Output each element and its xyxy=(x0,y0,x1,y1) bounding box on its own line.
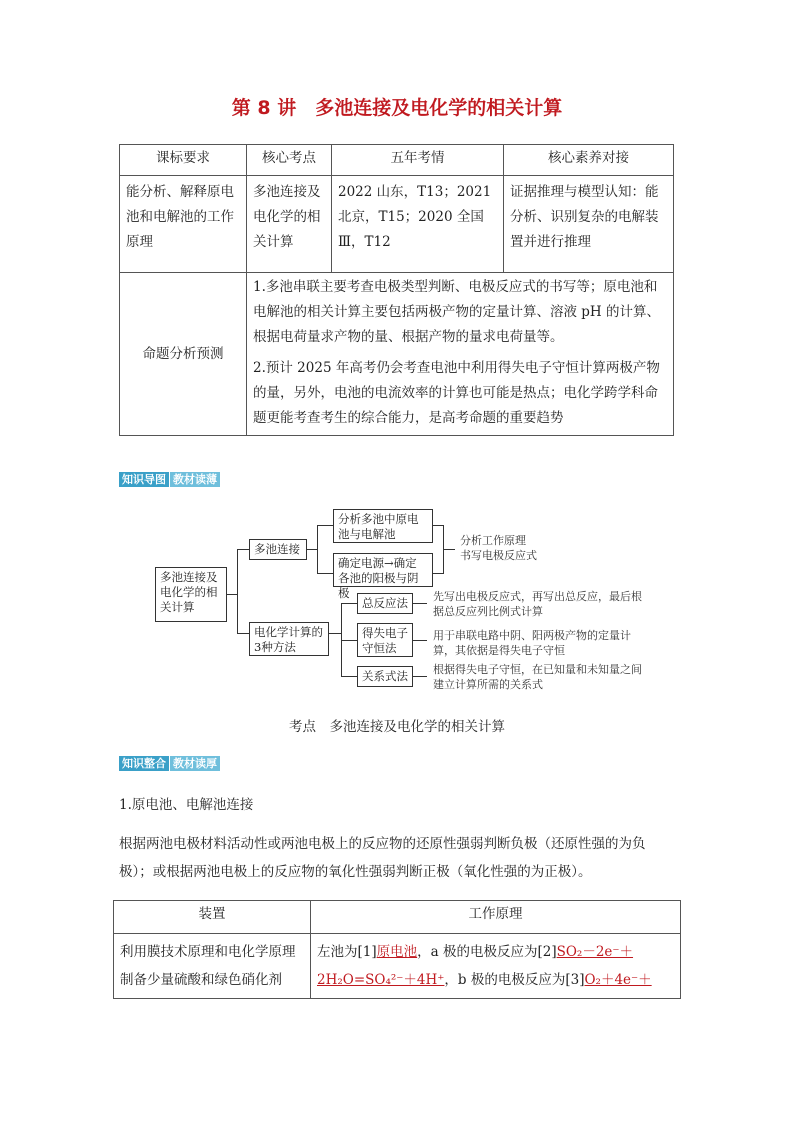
header-cell: 核心考点 xyxy=(247,145,332,176)
table-cell: 利用膜技术原理和电化学原理制备少量硫酸和绿色硝化剂 xyxy=(114,934,311,999)
badge-label: 知识导图 xyxy=(119,472,169,487)
analysis-cell xyxy=(247,273,674,436)
table-row xyxy=(114,934,681,999)
section-badge xyxy=(119,472,220,487)
table-cell: 2022 山东，T13；2021 北京，T15；2020 全国Ⅲ，T12 xyxy=(332,176,504,273)
table-cell-principle xyxy=(311,934,681,999)
badge-label: 教材读薄 xyxy=(169,472,220,487)
analysis-paragraph-1: 1.多池串联主要考查电极类型判断、电极反应式的书写等；原电池和电解池的相关计算主要包括两极产物的定量计算、溶液 pH 的计算、根据电荷量求产物的量、根据产物的量求电荷量等。 xyxy=(253,279,660,345)
mindmap-note: 先写出电极反应式，再写出总反应，最后根据总反应列比例式计算 xyxy=(433,590,642,618)
table-cell: 证据推理与模型认知：能分析、识别复杂的电解装置并进行推理 xyxy=(504,176,674,273)
mindmap-method-relation: 关系式法 xyxy=(357,666,413,687)
body-paragraph: 根据两池电极材料活动性或两池电极上的反应物的还原性强弱判断负极（还原性强的为负极）；或根据两池电极上的反应物的氧化性强弱判断正极（氧化性强的为正极）。 xyxy=(119,836,646,880)
section-badge xyxy=(119,756,220,771)
table-row xyxy=(120,273,674,436)
badge-label: 教材读厚 xyxy=(169,756,220,771)
answer-blank-2b: 2H₂O=SO₄²⁻＋4H⁺ xyxy=(317,972,445,988)
device-table xyxy=(113,900,681,999)
mindmap-node-determine-poles: 确定电源→确定各池的阳极与阴极 xyxy=(333,553,433,587)
mindmap-note: 书写电极反应式 xyxy=(460,549,537,562)
header-cell: 五年考情 xyxy=(332,145,504,176)
mind-map xyxy=(150,505,650,695)
text: ，b 极的电极反应为[3] xyxy=(444,972,585,988)
section-heading: 1.原电池、电解池连接 xyxy=(119,797,254,813)
section-subheading: 考点 多池连接及电化学的相关计算 xyxy=(289,719,505,735)
header-cell: 工作原理 xyxy=(311,901,681,934)
table-row xyxy=(120,176,674,273)
table-header-row xyxy=(114,901,681,934)
mindmap-root: 多池连接及电化学的相关计算 xyxy=(155,567,227,622)
answer-blank-2a: SO₂－2e⁻＋ xyxy=(556,944,634,960)
mindmap-node-analyze-cells: 分析多池中原电池与电解池 xyxy=(333,509,433,543)
answer-blank-3: O₂＋4e⁻＋ xyxy=(584,972,652,988)
text: ，a 极的电极反应为[2] xyxy=(417,944,557,960)
mindmap-node-calc-methods: 电化学计算的3种方法 xyxy=(249,622,329,656)
header-cell: 装置 xyxy=(114,901,311,934)
table-header-row xyxy=(120,145,674,176)
mindmap-note: 用于串联电路中阴、阳两极产物的定量计算，其依据是得失电子守恒 xyxy=(433,629,631,657)
answer-blank-1: 原电池 xyxy=(376,944,418,960)
mindmap-method-electron: 得失电子守恒法 xyxy=(357,623,413,657)
page-title: 第 8 讲 多池连接及电化学的相关计算 xyxy=(231,97,563,119)
mindmap-method-total: 总反应法 xyxy=(357,593,413,614)
table-cell: 能分析、解释原电池和电解池的工作原理 xyxy=(120,176,247,273)
badge-label: 知识整合 xyxy=(119,756,169,771)
header-cell: 核心素养对接 xyxy=(504,145,674,176)
analysis-paragraph-2: 2.预计 2025 年高考仍会考查电池中利用得失电子守恒计算两极产物的量，另外，电池的电流效率的计算也可能是热点；电化学跨学科命题更能考查考生的综合能力，是高考命题的重要趋势 xyxy=(253,360,660,426)
mindmap-node-multi-cell: 多池连接 xyxy=(249,539,307,560)
mindmap-note: 根据得失电子守恒，在已知量和未知量之间建立计算所需的关系式 xyxy=(433,663,642,691)
analysis-label: 命题分析预测 xyxy=(120,273,247,436)
text: 左池为[1] xyxy=(317,944,377,960)
curriculum-table xyxy=(119,144,674,436)
table-cell: 多池连接及电化学的相关计算 xyxy=(247,176,332,273)
header-cell: 课标要求 xyxy=(120,145,247,176)
mindmap-note: 分析工作原理 xyxy=(460,534,526,547)
